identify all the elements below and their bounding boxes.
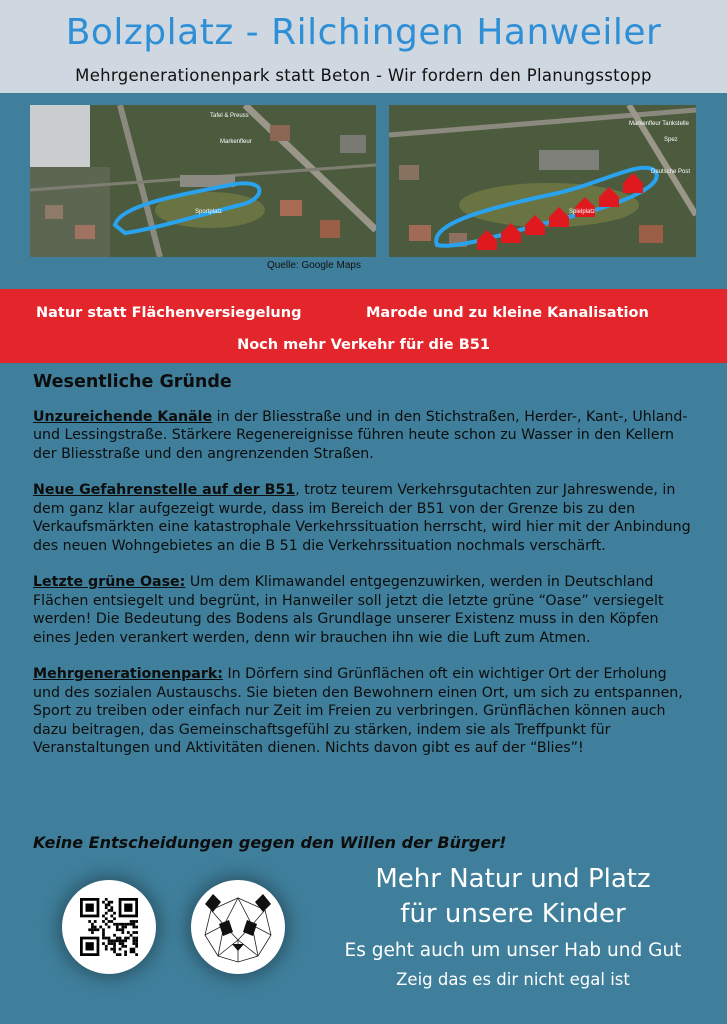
closing-statement: Keine Entscheidungen gegen den Willen der Bürger! <box>33 833 507 852</box>
reason-text: Um dem Klimawandel entgegenzuwirken, werden in Deutschland Flächen entsiegelt und begrünt, in Hanweiler soll jetzt die letzte grüne “Oase” versiegelt werden! Die Bedeutung des Bodens als Grundlage unserer Existenz muss in den Köpfen eines Jeden verankert werden, denn wir brauchen ihn wie die Luft zum Atmen. <box>33 574 664 646</box>
main-content <box>33 373 695 776</box>
reason-text: , trotz teurem Verkehrsgutachten zur Jahreswende, in dem ganz klar aufgezeigt wurde, dass im Bereich der B51 von der Grenze bis zu den Verkaufsmärkten eine katastrophale Verkehrssituation herrscht, wird hier mit der Anbindung des neuen Wohngebietes an die B 51 die Verkehrssituation nochmals verschärft. <box>33 482 691 554</box>
reason-keyword: Unzureichende Kanäle <box>33 408 213 425</box>
qr-code-icon[interactable] <box>62 880 156 974</box>
reason-paragraph <box>33 665 695 758</box>
map-label: Markenfleur Tankstelle <box>629 121 689 127</box>
section-heading: Wesentliche Gründe <box>33 372 232 392</box>
aerial-map-current <box>30 105 376 257</box>
aerial-map-planned <box>389 105 696 257</box>
reason-text: In Dörfern sind Grünflächen oft ein wichtiger Ort der Erholung und des sozialen Austauschs. Sie bieten den Bewohnern einen Ort, um sich zu entspannen, Sport zu treiben oder einfach nur Zeit im Freien zu verbringen. Grünflächen können auch dazu beitragen, das Gemeinschaftsgefühl zu stärken, indem sie als Treffpunkt für Veranstaltungen und Aktivitäten dienen. Nichts davon gibt es auf der “Blies”! <box>33 666 683 756</box>
banner-item: Noch mehr Verkehr für die B51 <box>237 337 490 353</box>
map-label: Spez <box>664 137 678 143</box>
map-source-caption: Quelle: Google Maps <box>267 260 361 271</box>
reason-paragraph <box>33 408 695 464</box>
reason-paragraph <box>33 573 695 647</box>
header <box>0 0 727 93</box>
map-label: Markenfleur <box>220 139 252 145</box>
page-title: Bolzplatz - Rilchingen Hanweiler <box>65 12 662 53</box>
map-label: Sportplatz <box>195 209 223 215</box>
reason-keyword: Neue Gefahrenstelle auf der B51 <box>33 482 296 498</box>
page-subtitle: Mehrgenerationenpark statt Beton - Wir fordern den Planungsstopp <box>75 66 652 85</box>
reason-paragraph <box>33 481 695 555</box>
reason-keyword: Mehrgenerationenpark: <box>33 666 223 682</box>
slogan-line: Es geht auch um unser Hab und Gut <box>344 940 682 961</box>
reason-keyword: Letzte grüne Oase: <box>33 574 186 590</box>
slogan-line: für unsere Kinder <box>400 899 626 929</box>
banner-item: Marode und zu kleine Kanalisation <box>366 305 649 321</box>
map-label: Deutsche Post <box>651 169 691 175</box>
reason-text: in der Bliesstraße und in den Stichstraßen, Herder-, Kant-, Uhland- und Lessingstraße. Stärkere Regenereignisse führen heute schon zu Wasser in den Kellern der Bliesstraße und den angrenzenden Straßen. <box>33 408 688 462</box>
slogan-line: Zeig das es dir nicht egal ist <box>396 970 630 989</box>
map-label: Spielplatz <box>569 209 596 215</box>
banner-item: Natur statt Flächenversiegelung <box>36 305 302 321</box>
slogan-line: Mehr Natur und Platz <box>375 864 651 894</box>
red-banner <box>0 289 727 363</box>
panda-logo-icon <box>191 880 285 974</box>
map-label: Tafel & Preuss <box>210 113 249 119</box>
